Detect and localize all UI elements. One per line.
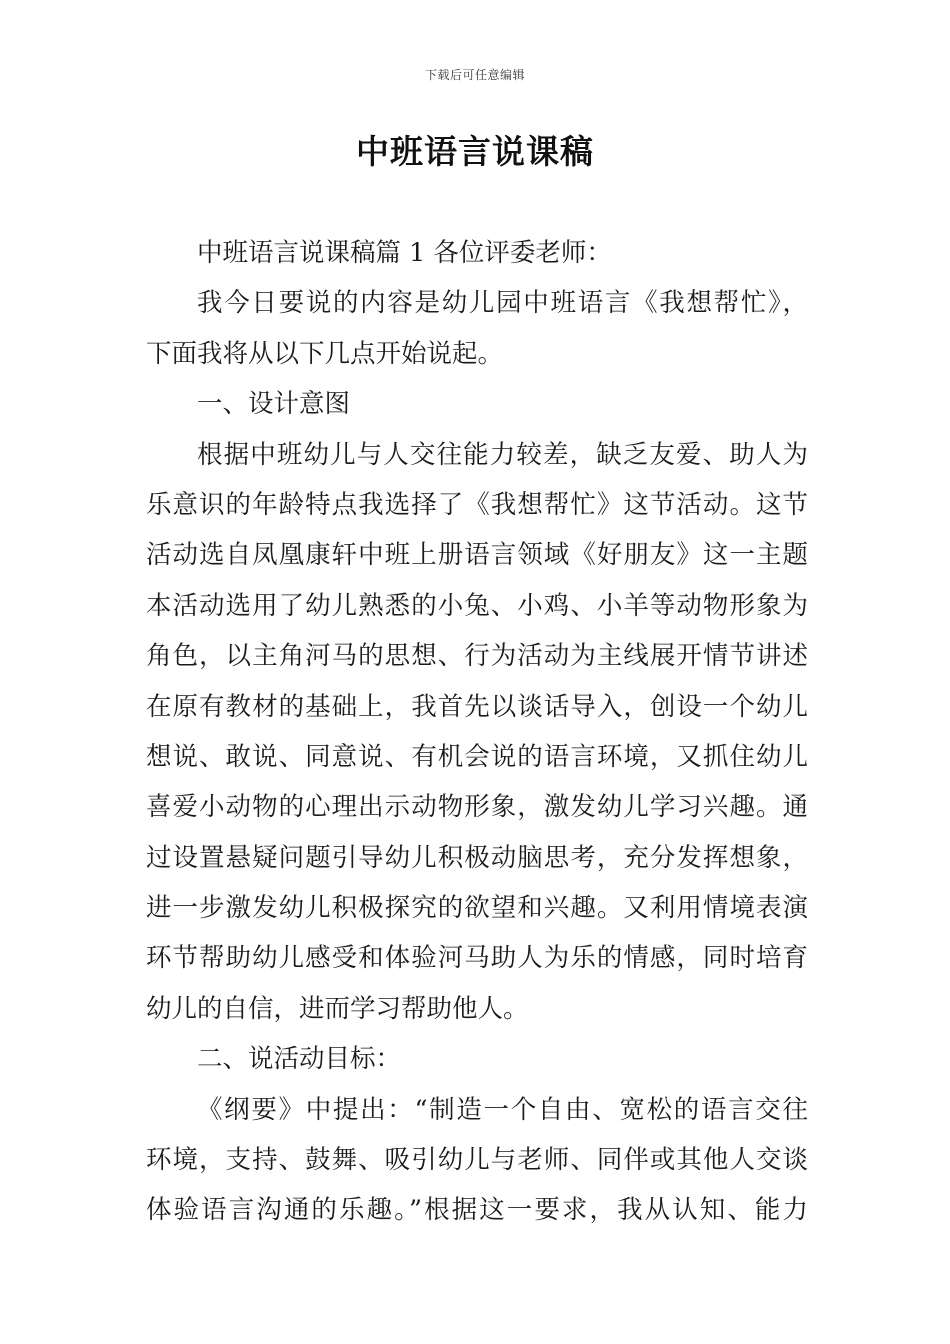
text-line: 角色，以主角河马的思想、行为活动为主线展开情节讲述: [146, 641, 808, 672]
text-line: 过设置悬疑问题引导幼儿积极动脑思考，充分发挥想象，: [146, 842, 808, 873]
text-line: 环节帮助幼儿感受和体验河马助人为乐的情感，同时培育: [146, 943, 808, 974]
text-line: 活动选自凤凰康轩中班上册语言领域《好朋友》这一主题: [146, 540, 808, 571]
document-title: 中班语言说课稿: [356, 132, 594, 171]
text-line: 进一步激发幼儿积极探究的欲望和兴趣。又利用情境表演: [146, 893, 808, 924]
text-line: 我今日要说的内容是幼儿园中班语言《我想帮忙》，: [197, 288, 808, 319]
text-line: 下面我将从以下几点开始说起。: [146, 338, 504, 369]
text-line: 喜爱小动物的心理出示动物形象，激发幼儿学习兴趣。通: [146, 792, 808, 823]
document-body: [146, 228, 808, 1236]
text-line: 在原有教材的基础上，我首先以谈话导入，创设一个幼儿: [146, 691, 808, 722]
text-line: 想说、敢说、同意说、有机会说的语言环境，又抓住幼儿: [146, 741, 808, 772]
text-line: 体验语言沟通的乐趣。”根据这一要求，我从认知、能力: [146, 1195, 808, 1226]
text-line: 本活动选用了幼儿熟悉的小兔、小鸡、小羊等动物形象为: [146, 590, 808, 621]
text-line: 环境，支持、鼓舞、吸引幼儿与老师、同伴或其他人交谈: [146, 1145, 808, 1176]
text-line: 《纲要》中提出：“制造一个自由、宽松的语言交往: [197, 1094, 808, 1125]
text-line: 中班语言说课稿篇 1 各位评委老师：: [197, 238, 612, 268]
text-line: 根据中班幼儿与人交往能力较差，缺乏友爱、助人为: [197, 439, 808, 470]
text-line: 二、说活动目标：: [197, 1044, 402, 1075]
header-note: 下载后可任意编辑: [424, 68, 525, 82]
text-line: 幼儿的自信，进而学习帮助他人。: [146, 993, 529, 1024]
text-line: 一、设计意图: [197, 389, 351, 420]
text-line: 乐意识的年龄特点我选择了《我想帮忙》这节活动。这节: [146, 489, 808, 520]
